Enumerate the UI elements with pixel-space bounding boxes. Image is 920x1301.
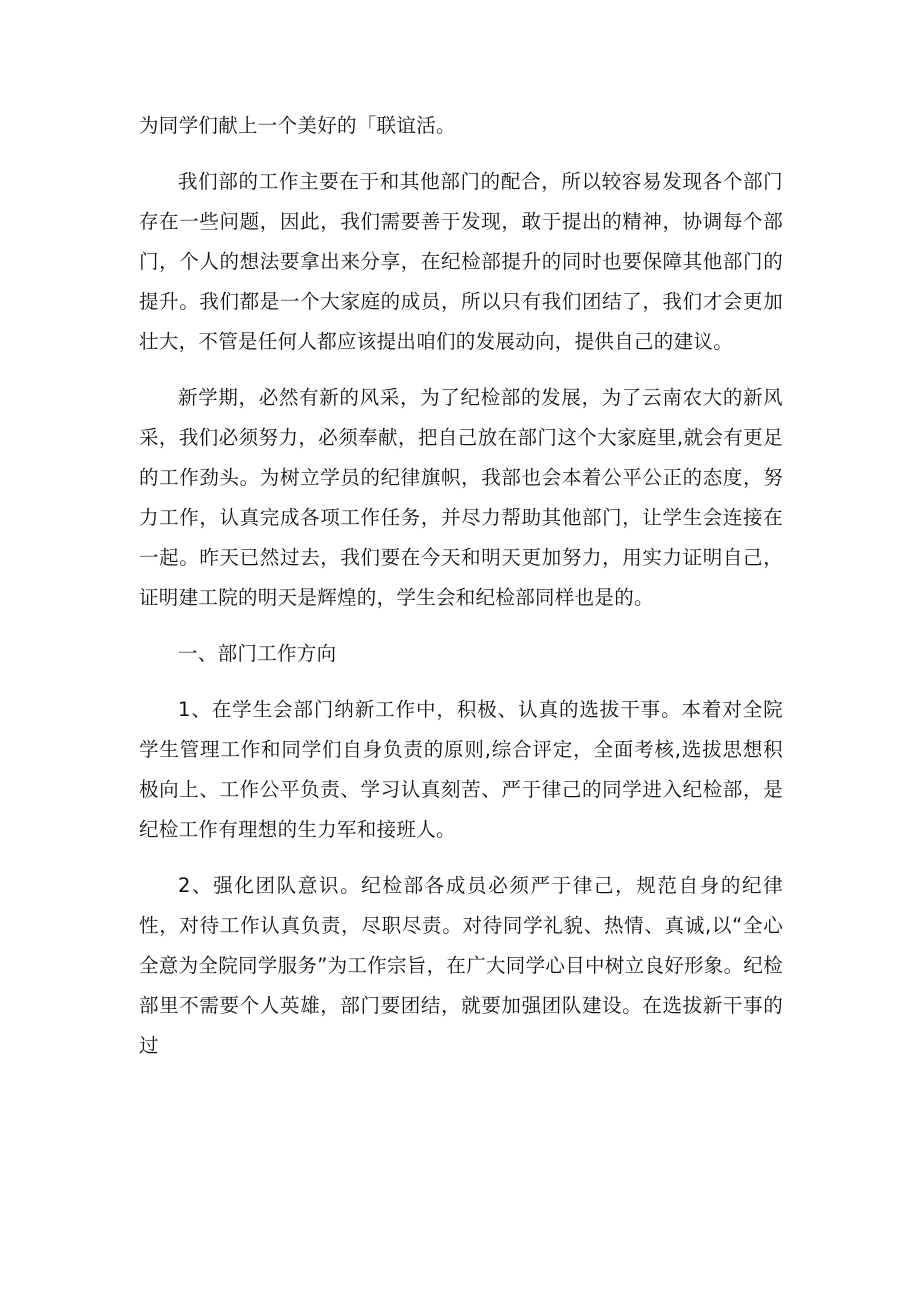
paragraph-item-1-recruitment: 1、在学生会部门纳新工作中，积极、认真的选拔干事。本着对全院学生管理工作和同学们自身负责的原则,综合评定，全面考核,选拔思想积极向上、工作公平负责、学习认真刻苦、严于律己的同学进入纪检部，是纪检工作有理想的生力军和接班人。 — [139, 698, 783, 841]
paragraph-item-2-team-awareness: 2、强化团队意识。纪检部各成员必须严于律己，规范自身的纪律性，对待工作认真负责，尽职尽责。对待同学礼貌、热情、真诚,以“全心全意为全院同学服务”为工作宗旨，在广大同学心目中树立良好形象。纪检部里不需要个人英雄，部门要团结，就要加强团队建设。在选拔新干事的过 — [139, 874, 784, 1057]
paragraph-new-semester: 新学期，必然有新的风采，为了纪检部的发展，为了云南农大的新风采，我们必须努力，必须奉献，把自己放在部门这个大家庭里,就会有更足的工作劲头。为树立学员的纪律旗帜，我部也会本着公平公正的态度，努力工作，认真完成各项工作任务，并尽力帮助其他部门，让学生会连接在一起。昨天已然过去，我们要在今天和明天更加努力，用实力证明自己，证明建工院的明天是辉煌的，学生会和纪检部同样也是的。 — [139, 386, 783, 609]
paragraph-cooperation: 我们部的工作主要在于和其他部门的配合，所以较容易发现各个部门存在一些问题，因此，我们需要善于发现，敢于提出的精神，协调每个部门，个人的想法要拿出来分享，在纪检部提升的同时也要保障其他部门的提升。我们都是一个大家庭的成员，所以只有我们团结了，我们才会更加壮大，不管是任何人都应该提出咱们的发展动向，提供自己的建议。 — [139, 170, 783, 353]
paragraph-continuation: 为同学们献上一个美好的「联谊活。 — [139, 114, 456, 137]
document-body — [139, 106, 783, 1082]
section-heading-work-direction: 一、部门工作方向 — [178, 642, 337, 665]
